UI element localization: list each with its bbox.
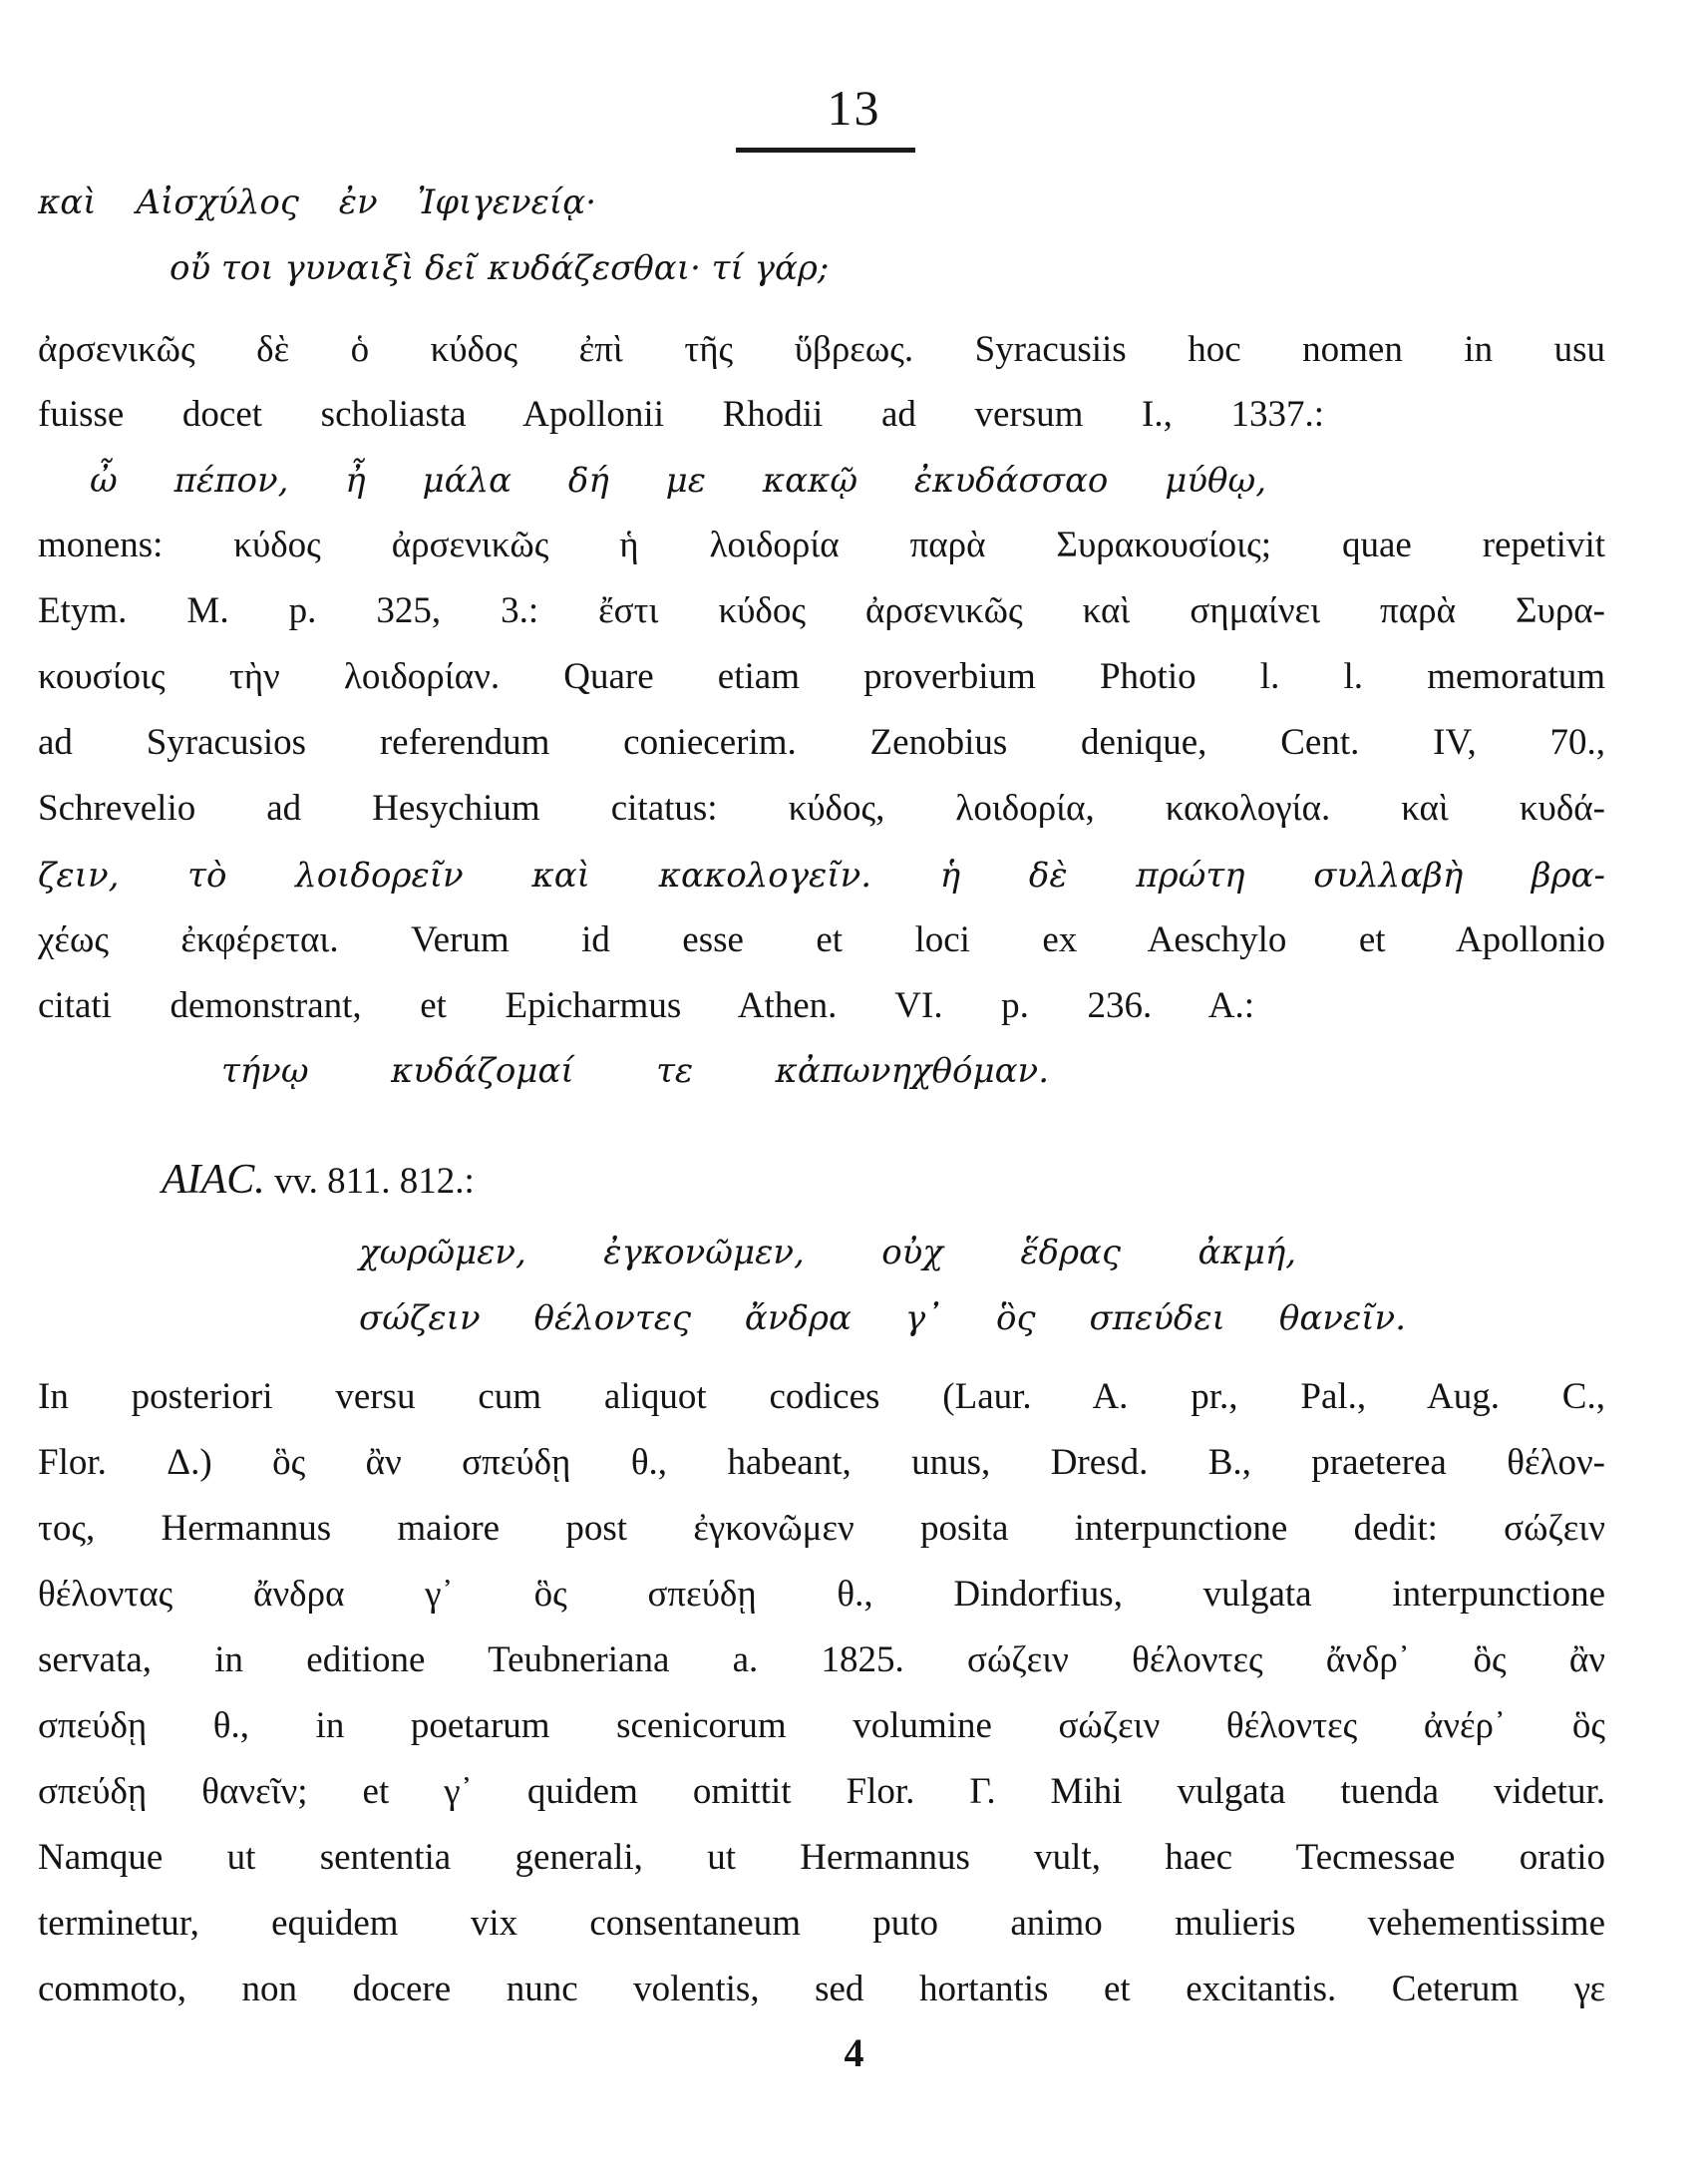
text-line-18: In posteriori versu cum aliquot codices (Laur. A. pr., Pal., Aug. C.,	[38, 1376, 1605, 1417]
text-line-10: Schrevelio ad Hesychium citatus: κύδος, λοιδορία, κακολογία. καὶ κυδά-	[38, 788, 1605, 829]
text-line-2	[170, 244, 830, 291]
text-line-16	[359, 1229, 1296, 1275]
text-line-25: Namque ut sententia generali, ut Hermannus vult, haec Tecmessae oratio	[38, 1837, 1605, 1878]
text-line-24: σπεύδῃ θανεῖν; et γ᾽ quidem omittit Flor. Γ. Mihi vulgata tuenda videtur.	[38, 1771, 1605, 1812]
text-line-20: τος, Hermannus maiore post ἐγκονῶμεν posita interpunctione dedit: σώζειν	[38, 1508, 1605, 1549]
header-rule	[736, 148, 915, 153]
text-line-8: κουσίοις τὴν λοιδορίαν. Quare etiam proverbium Photio l. l. memoratum	[38, 656, 1605, 697]
text-line-13: citati demonstrant, et Epicharmus Athen. VI. p. 236. A.:	[38, 985, 1254, 1026]
text-line-14-text: τήνῳ κυδάζομαί τε κἀπωνηχθόμαν.	[221, 1051, 1049, 1091]
text-line-12: χέως ἐκφέρεται. Verum id esse et loci ex Aeschylo et Apollonio	[38, 919, 1605, 960]
text-line-27: commoto, non docere nunc volentis, sed hortantis et excitantis. Ceterum γε	[38, 1969, 1605, 2009]
text-line-23: σπεύδῃ θ., in poetarum scenicorum volumine σώζειν θέλοντες ἀνέρ᾽ ὃς	[38, 1705, 1605, 1746]
text-line-16-text: χωρῶμεν, ἐγκονῶμεν, οὐχ ἕδρας ἀκμή,	[359, 1233, 1296, 1272]
section-heading	[162, 1157, 475, 1205]
text-line-11	[38, 852, 1605, 899]
section-heading-verses: vv. 811. 812.:	[274, 1161, 475, 1202]
section-heading-title: AIAC.	[162, 1157, 265, 1203]
text-line-9: ad Syracusios referendum coniecerim. Zenobius denique, Cent. IV, 70.,	[38, 722, 1605, 763]
text-line-7: Etym. M. p. 325, 3.: ἔστι κύδος ἀρσενικῶς καὶ σημαίνει παρὰ Συρα-	[38, 590, 1605, 631]
text-line-17-text: σώζειν θέλοντες ἄνδρα γ᾽ ὃς σπεύδει θανεῖν.	[359, 1298, 1406, 1338]
signature-mark: 4	[844, 2030, 864, 2075]
text-line-14	[221, 1047, 1049, 1094]
text-line-17	[359, 1294, 1406, 1341]
page-number: 13	[827, 80, 881, 136]
text-line-22: servata, in editione Teubneriana a. 1825. σώζειν θέλοντες ἄνδρ᾽ ὃς ἂν	[38, 1639, 1605, 1680]
text-line-1-text: καὶ Αἰσχύλος ἐν Ἰφιγενείᾳ·	[38, 182, 596, 222]
text-line-21: θέλοντας ἄνδρα γ᾽ ὃς σπεύδῃ θ., Dindorfius, vulgata interpunctione	[38, 1574, 1605, 1615]
text-line-4: fuisse docet scholiasta Apollonii Rhodii ad versum I., 1337.:	[38, 394, 1324, 435]
text-line-1	[38, 180, 596, 225]
text-line-26: terminetur, equidem vix consentaneum puto animo mulieris vehementissime	[38, 1903, 1605, 1944]
text-line-11-text: ζειν, τὸ λοιδορεῖν καὶ κακολογεῖν. ἡ δὲ πρώτη συλλαβὴ βρα-	[38, 856, 1605, 896]
text-line-6: monens: κύδος ἀρσενικῶς ἡ λοιδορία παρὰ Συρακουσίοις; quae repetivit	[38, 525, 1605, 565]
text-line-5	[90, 457, 1266, 504]
text-line-5-text: ὦ πέπον, ἦ μάλα δή με κακῷ ἐκυδάσσαο μύθῳ,	[90, 461, 1266, 501]
text-line-19: Flor. Δ.) ὃς ἂν σπεύδῃ θ., habeant, unus, Dresd. B., praeterea θέλον-	[38, 1442, 1605, 1483]
text-line-3: ἀρσενικῶς δὲ ὁ κύδος ἐπὶ τῆς ὕβρεως. Syracusiis hoc nomen in usu	[38, 329, 1605, 370]
text-line-2-text: οὔ τοι γυναιξὶ δεῖ κυδάζεσθαι· τί γάρ;	[170, 248, 830, 288]
